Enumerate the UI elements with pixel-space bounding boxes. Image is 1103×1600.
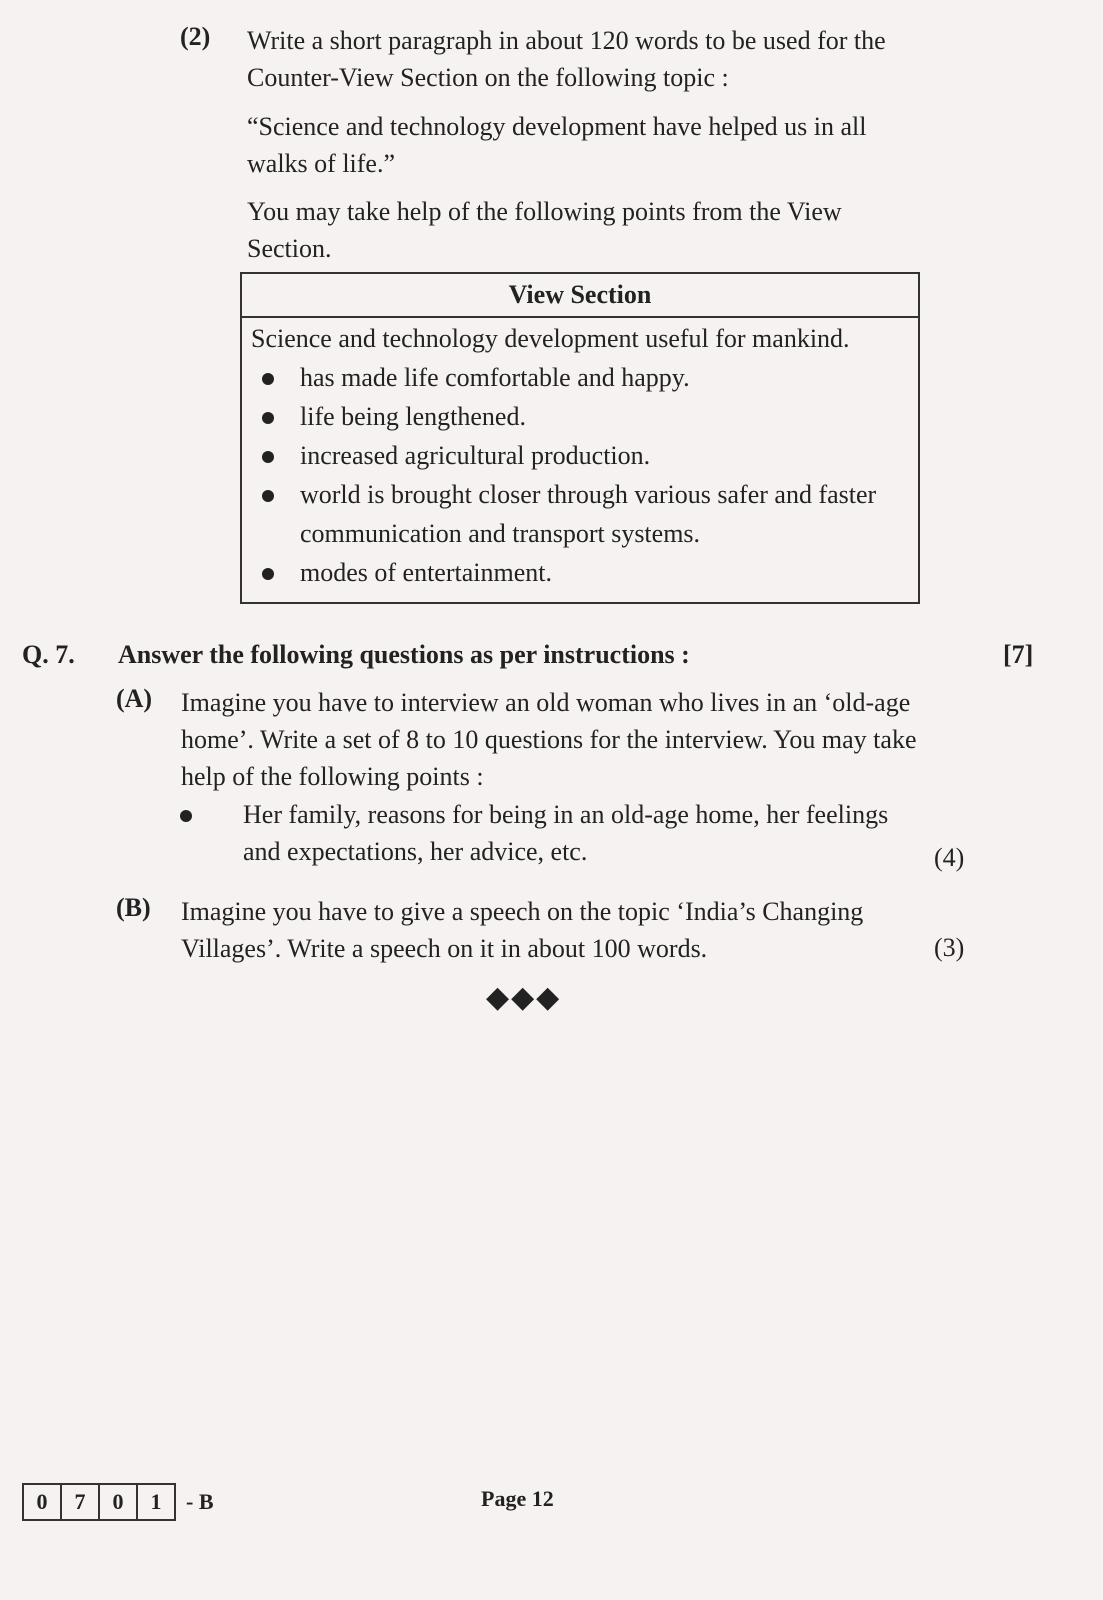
part-a-label: (A) (116, 684, 153, 713)
bullet-icon (262, 373, 274, 385)
question-2-help-note: You may take help of the following points from the View Section. (247, 197, 842, 263)
question-2-number: (2) (180, 22, 211, 51)
paper-code-box (22, 1483, 176, 1521)
part-a-marks: (4) (934, 843, 965, 872)
question-7-title: Answer the following questions as per instructions : (118, 640, 690, 669)
question-2-instruction: Write a short paragraph in about 120 words to be used for the Counter-View Section on the following topic : (247, 26, 886, 92)
bullet-icon (262, 568, 274, 580)
paper-code-suffix: - B (186, 1489, 214, 1514)
view-section-intro: Science and technology development useful for mankind. (251, 324, 850, 353)
part-b-label: (B) (116, 893, 151, 922)
view-section-box (240, 272, 920, 604)
question-2-topic: “Science and technology development have helped us in all walks of life.” (247, 112, 867, 178)
bullet-icon (262, 490, 274, 502)
view-point: has made life comfortable and happy. (242, 358, 900, 397)
question-7-marks: [7] (1003, 640, 1034, 669)
end-diamonds: ◆◆◆ (486, 981, 562, 1014)
part-b-marks: (3) (934, 933, 965, 962)
view-point: increased agricultural production. (242, 436, 900, 475)
view-section-heading: View Section (242, 274, 918, 318)
page-number: Page 12 (481, 1486, 554, 1511)
bullet-icon (262, 451, 274, 463)
bullet-icon (180, 810, 192, 822)
paper-code (22, 1483, 214, 1521)
view-point: life being lengthened. (242, 397, 900, 436)
paper-code-digit: 0 (100, 1485, 138, 1519)
part-a-text: Imagine you have to interview an old woman who lives in an ‘old-age home’. Write a set of 8 to 10 questions for the interview. You may take help of the following points : (181, 688, 917, 791)
part-b-text: Imagine you have to give a speech on the topic ‘India’s Changing Villages’. Write a speech on it in about 100 words. (181, 897, 864, 963)
paper-code-digit: 1 (150, 1489, 162, 1514)
paper-code-digit: 7 (62, 1485, 100, 1519)
view-section-points (242, 358, 918, 592)
view-point: modes of entertainment. (242, 553, 900, 592)
view-point: world is brought closer through various safer and faster communication and transport systems. (242, 475, 900, 553)
question-7-number: Q. 7. (22, 640, 75, 669)
bullet-icon (262, 412, 274, 424)
paper-code-digit: 0 (24, 1485, 62, 1519)
part-a-bullet: Her family, reasons for being in an old-age home, her feelings and expectations, her advice, etc. (243, 800, 889, 866)
